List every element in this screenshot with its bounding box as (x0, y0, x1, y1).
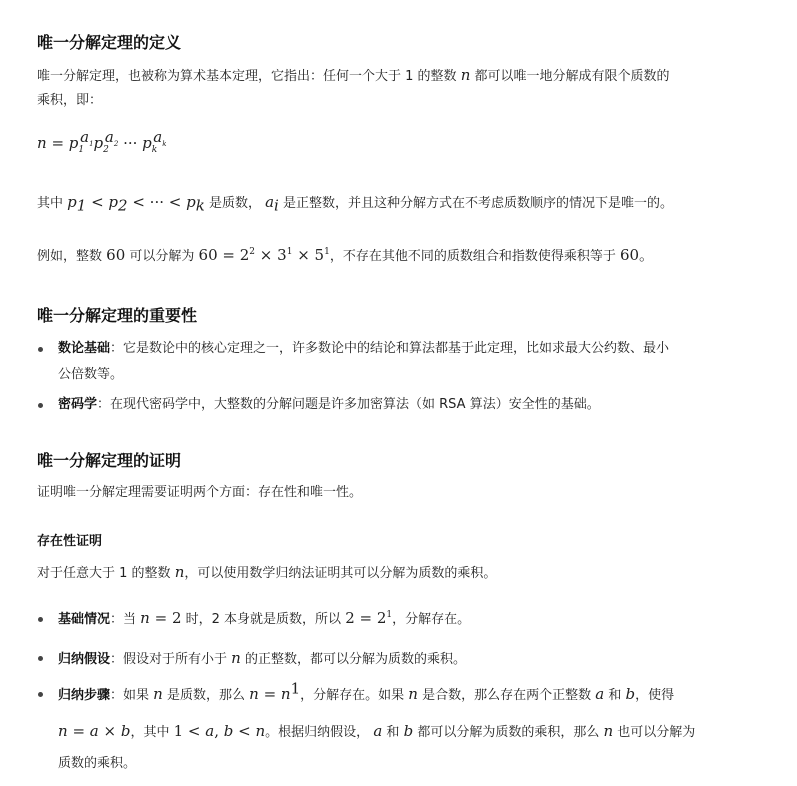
text: 其中 (37, 196, 64, 211)
text: ，不存在其他不同的质数组合和指数使得乘积等于 (329, 249, 616, 264)
importance-item-1 (58, 340, 669, 358)
text: 时，2 本身就是质数，所以 (185, 612, 342, 627)
item-bold: 密码学 (58, 397, 98, 412)
text: ，分解存在。 (392, 612, 471, 627)
text: ：它是数论中的核心定理之一，许多数论中的结论和算法都基于此定理，比如求最大公约数、最小 (110, 341, 670, 356)
text: 和 (608, 688, 622, 703)
math-num: 60 (106, 246, 126, 264)
existence-intro (37, 563, 496, 583)
section-title-proof: 唯一分解定理的证明 (37, 451, 182, 470)
proof-intro: 证明唯一分解定理需要证明两个方面：存在性和唯一性。 (37, 485, 363, 500)
item-bold: 归纳步骤 (58, 688, 111, 703)
math-var: n (603, 722, 614, 740)
existence-step-line2: n = a × b，其中 1 < a, b < n。根据归纳假设， a 和 b 都可以分解为质数的乘积，那么 n 也可以分解为 (58, 722, 696, 740)
text: ，可以使用数学归纳法证明其可以分解为质数的乘积。 (184, 566, 497, 581)
text: 都可以唯一地分解成有限个质数的 (474, 69, 670, 84)
bullet-icon (38, 692, 43, 697)
text: 唯一分解定理，也被称为算术基本定理，它指出：任何一个大于 1 的整数 (37, 69, 457, 84)
text: 和 (386, 725, 400, 740)
text: 都可以分解为质数的乘积，那么 (417, 725, 600, 740)
math-var: n (231, 649, 241, 667)
existence-step-line3: 质数的乘积。 (58, 756, 137, 771)
math-var: n (408, 685, 418, 703)
math-var: n (174, 563, 185, 581)
math-var: b (625, 685, 636, 703)
text: ：在现代密码学中，大整数的分解问题是许多加密算法（如 RSA 算法）安全性的基础。 (97, 397, 600, 412)
text: 是质数，那么 (166, 688, 245, 703)
bullet-icon (38, 347, 43, 352)
text: 是质数， (208, 196, 261, 211)
text: 例如，整数 (37, 249, 103, 264)
item-bold: 数论基础 (58, 341, 111, 356)
section-title-definition: 唯一分解定理的定义 (37, 33, 182, 52)
section-title-importance: 唯一分解定理的重要性 (37, 306, 198, 325)
math-var: a (373, 722, 383, 740)
text: ：如果 (110, 688, 150, 703)
text: ：假设对于所有小于 (110, 652, 228, 667)
text: 对于任意大于 1 的整数 (37, 566, 171, 581)
existence-step-line1: 归纳步骤：如果 n 是质数，那么 $n = n^1$，分解存在。如果 n 是合数，那么存在两个正整数 a 和 b，使得 (58, 679, 675, 703)
formula-factorization: $n = p_1^{a_1}p_2^{a_2}$ ··· $p_k^{a_k}$ (37, 128, 167, 155)
subsection-title-existence: 存在性证明 (37, 534, 103, 549)
text: 也可以分解为 (617, 725, 696, 740)
existence-hypothesis (58, 649, 466, 669)
importance-item-1-line2: 公倍数等。 (58, 367, 124, 382)
item-bold: 归纳假设 (58, 652, 111, 667)
existence-base-case: 基础情况：当 n = 2 时，2 本身就是质数，所以 $2 = 2^1$，分解存在。 (58, 609, 471, 627)
text: 是合数，那么存在两个正整数 (422, 688, 592, 703)
text: ，分解存在。如果 (300, 688, 405, 703)
text: ，使得 (635, 688, 675, 703)
text: 。根据归纳假设， (265, 725, 370, 740)
definition-paragraph-line1 (37, 66, 670, 86)
definition-paragraph-line2: 乘积，即： (37, 93, 103, 108)
bullet-icon (38, 617, 43, 622)
bullet-icon (38, 403, 43, 408)
text: ：当 (110, 612, 137, 627)
text: 的正整数，都可以分解为质数的乘积。 (244, 652, 466, 667)
math-var: n (153, 685, 163, 703)
example-paragraph: 例如，整数 60 可以分解为 $60 = 2^2 \times 3^1 \times 5^1$，不存在其他不同的质数组合和指数使得乘积等于 60。 (37, 246, 655, 264)
text: 是正整数，并且这种分解方式在不考虑质数顺序的情况下是唯一的。 (283, 196, 674, 211)
math-var: a (595, 685, 605, 703)
importance-item-2 (58, 396, 600, 414)
where-paragraph: 其中 $p_1 < p_2$ < ··· < $p_k$ 是质数， $a_i$ 是正整数，并且这种分解方式在不考虑质数顺序的情况下是唯一的。 (37, 193, 674, 215)
text: 可以分解为 (129, 249, 195, 264)
item-bold: 基础情况 (58, 612, 111, 627)
bullet-icon (38, 656, 43, 661)
math-num: 60。 (619, 246, 655, 264)
math-var: n (460, 66, 471, 84)
math-var: b (403, 722, 414, 740)
text: ，其中 (130, 725, 170, 740)
